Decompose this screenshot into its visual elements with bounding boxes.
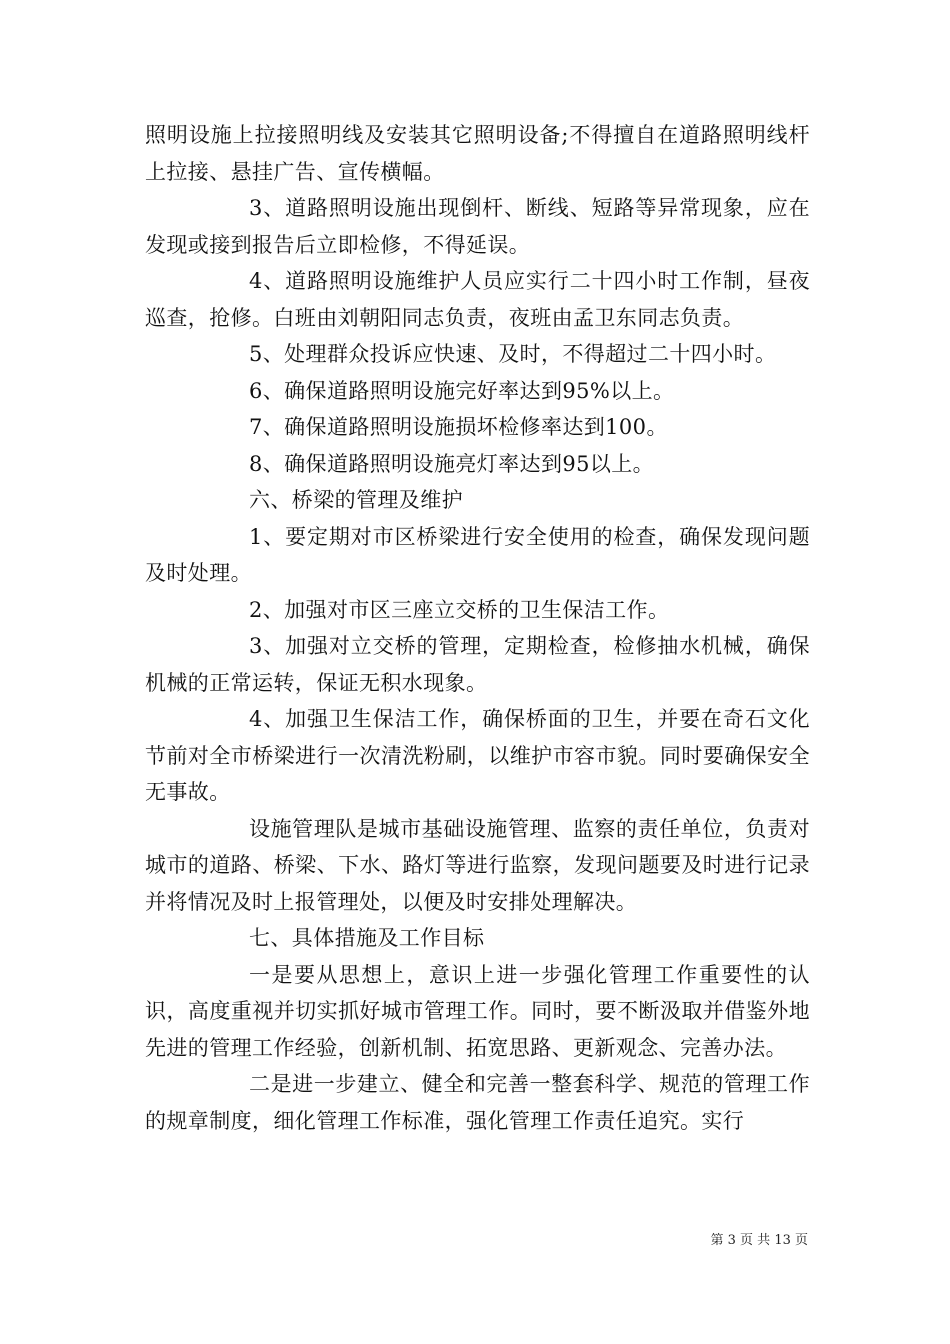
page-number-footer: 第 3 页 共 13 页 xyxy=(710,1233,808,1248)
document-body xyxy=(145,117,810,1139)
paragraph-item-6: 6、确保道路照明设施完好率达到95%以上。 xyxy=(249,378,675,403)
paragraph-measure-1: 一是要从思想上，意识上进一步强化管理工作重要性的认识，高度重视并切实抓好城市管理工作。同时，要不断汲取并借鉴外地先进的管理工作经验，创新机制、拓宽思路、更新观念、完善办法。 xyxy=(145,962,810,1060)
paragraph-bridge-item-1: 1、要定期对市区桥梁进行安全使用的检查，确保发现问题及时处理。 xyxy=(145,524,810,585)
paragraph-item-3: 3、道路照明设施出现倒杆、断线、短路等异常现象，应在发现或接到报告后立即检修，不得延误。 xyxy=(145,196,810,257)
paragraph-item-5: 5、处理群众投诉应快速、及时，不得超过二十四小时。 xyxy=(249,342,777,366)
paragraph-continuation: 照明设施上拉接照明线及安装其它照明设备;不得擅自在道路照明线杆上拉接、悬挂广告、宣传横幅。 xyxy=(145,123,810,184)
paragraph-item-7: 7、确保道路照明设施损坏检修率达到100。 xyxy=(249,415,668,439)
paragraph-bridge-item-3: 3、加强对立交桥的管理，定期检查，检修抽水机械，确保机械的正常运转，保证无积水现象。 xyxy=(145,634,810,695)
paragraph-bridge-item-2: 2、加强对市区三座立交桥的卫生保洁工作。 xyxy=(249,597,670,622)
section-heading-bridges: 六、桥梁的管理及维护 xyxy=(249,488,463,512)
paragraph-measure-2: 二是进一步建立、健全和完善一整套科学、规范的管理工作的规章制度，细化管理工作标准，强化管理工作责任追究。实行 xyxy=(145,1072,810,1133)
section-heading-measures: 七、具体措施及工作目标 xyxy=(249,926,485,950)
paragraph-bridge-item-4: 4、加强卫生保洁工作，确保桥面的卫生，并要在奇石文化节前对全市桥梁进行一次清洗粉刷，以维护市容市貌。同时要确保安全无事故。 xyxy=(145,707,810,804)
paragraph-facility-team: 设施管理队是城市基础设施管理、监察的责任单位，负责对城市的道路、桥梁、下水、路灯等进行监察，发现问题要及时进行记录并将情况及时上报管理处，以便及时安排处理解决。 xyxy=(145,816,810,914)
paragraph-item-8: 8、确保道路照明设施亮灯率达到95以上。 xyxy=(249,451,655,476)
paragraph-item-4: 4、道路照明设施维护人员应实行二十四小时工作制，昼夜巡查，抢修。白班由刘朝阳同志负责，夜班由孟卫东同志负责。 xyxy=(145,269,810,330)
